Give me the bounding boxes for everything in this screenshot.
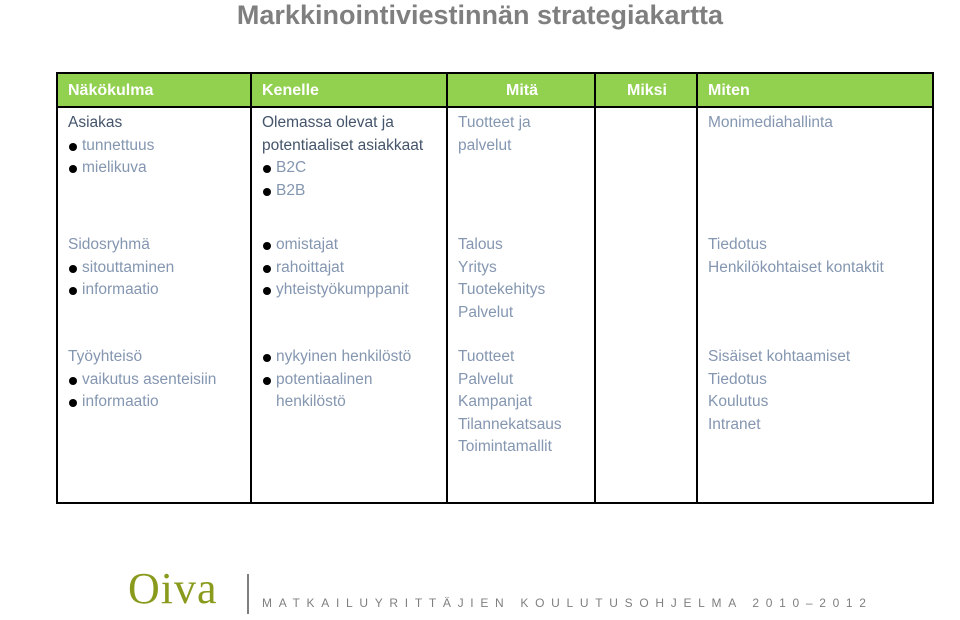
list-item: omistajat (262, 234, 438, 257)
header-miten: Miten (696, 74, 932, 108)
cell-nakokulma-tyoyhteiso (58, 342, 250, 498)
page-title: Markkinointiviestinnän strategiakartta (236, 0, 724, 30)
program-name: MATKAILUYRITTÄJIEN KOULUTUSOHJELMA 2010–2012 (262, 596, 873, 610)
list-item: potentiaalinen henkilöstö (262, 369, 438, 414)
cell-empty (594, 498, 696, 502)
cell-mita-tyoyhteiso (446, 342, 594, 498)
cell-line: Tiedotus (708, 236, 767, 253)
list-item: vaikutus asenteisiin (68, 369, 242, 392)
cell-empty (446, 498, 594, 502)
header-nakokulma: Näkökulma (58, 74, 250, 108)
oiva-logo: Oiva (128, 564, 218, 613)
strategy-table (56, 72, 934, 504)
cell-miten-tyoyhteiso (696, 342, 932, 498)
cell-miksi-sidosryhma (594, 230, 696, 342)
logo-divider (247, 574, 249, 614)
cell-line: Tuotteet ja palvelut (458, 114, 531, 154)
header-kenelle: Kenelle (250, 74, 446, 108)
cell-line: Kampanjat (458, 393, 533, 410)
cell-line: Toimintamallit (458, 438, 552, 455)
cell-label: Sidosryhmä (68, 236, 150, 253)
cell-label: Olemassa olevat ja potentiaaliset asiakkaat (262, 114, 424, 154)
cell-line: Tuotekehitys (458, 281, 546, 298)
cell-kenelle-sidosryhma (250, 230, 446, 342)
cell-line: Palvelut (458, 303, 514, 321)
list-item: tunnettuus (68, 135, 242, 158)
list-item: yhteistyökumppanit (262, 279, 438, 302)
cell-line: Tuotteet (458, 348, 515, 365)
cell-miten-asiakas (696, 108, 932, 230)
cell-line: Talous (458, 236, 503, 253)
cell-line: Intranet (708, 415, 761, 433)
cell-nakokulma-sidosryhma (58, 230, 250, 342)
cell-empty (696, 498, 932, 502)
header-mita: Mitä (446, 74, 594, 108)
list-item: mielikuva (68, 157, 242, 180)
list-item: B2C (262, 157, 438, 180)
list-item: sitouttaminen (68, 257, 242, 280)
cell-miksi-asiakas (594, 108, 696, 230)
list-item: B2B (262, 180, 438, 203)
cell-empty (250, 498, 446, 502)
cell-line: Tilannekatsaus (458, 415, 562, 433)
cell-label: Työyhteisö (68, 348, 143, 365)
cell-mita-asiakas (446, 108, 594, 230)
cell-line: Koulutus (708, 393, 769, 410)
cell-nakokulma-asiakas (58, 108, 250, 230)
cell-kenelle-tyoyhteiso (250, 342, 446, 498)
cell-miksi-tyoyhteiso (594, 342, 696, 498)
cell-line: Tiedotus (708, 370, 767, 388)
header-miksi: Miksi (594, 74, 696, 108)
cell-empty (58, 498, 250, 502)
list-item: rahoittajat (262, 257, 438, 280)
cell-label: Asiakas (68, 114, 123, 131)
cell-line: Yritys (458, 258, 497, 276)
cell-line: Palvelut (458, 370, 514, 388)
cell-line: Henkilökohtaiset kontaktit (708, 258, 884, 276)
cell-line: Sisäiset kohtaamiset (708, 348, 851, 365)
cell-miten-sidosryhma (696, 230, 932, 342)
list-item: informaatio (68, 391, 242, 414)
cell-kenelle-asiakas (250, 108, 446, 230)
list-item: informaatio (68, 279, 242, 302)
list-item: nykyinen henkilöstö (262, 346, 438, 369)
cell-mita-sidosryhma (446, 230, 594, 342)
cell-line: Monimediahallinta (708, 114, 833, 131)
